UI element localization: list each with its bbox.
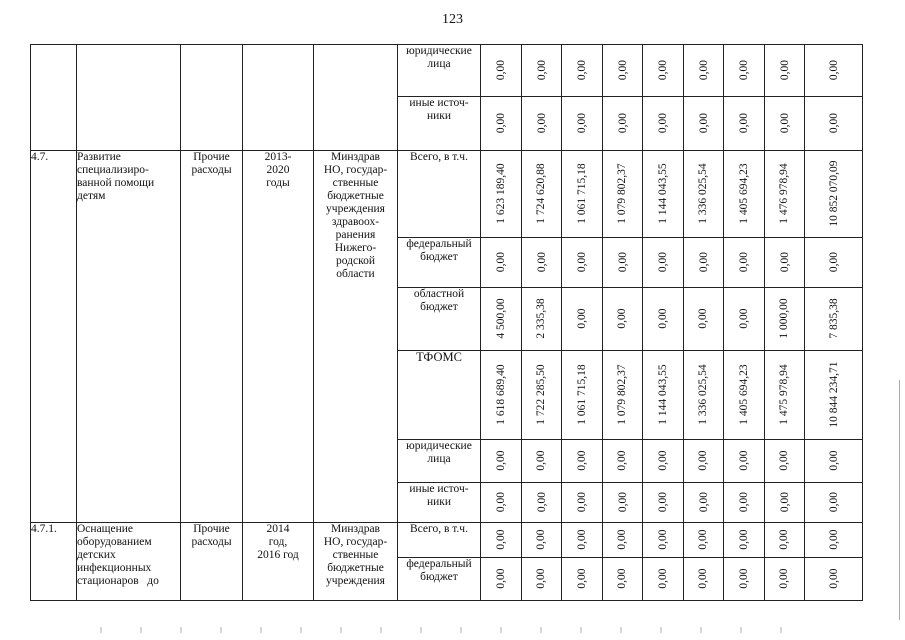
amount-cell: 0,00 xyxy=(683,288,724,351)
amount-cell: 0,00 xyxy=(805,558,863,601)
amount-cell: 0,00 xyxy=(764,440,805,483)
amount-cell: 0,00 xyxy=(805,483,863,523)
amount-cell: 0,00 xyxy=(481,558,522,601)
amount-cell: 1 722 285,50 xyxy=(521,351,562,440)
amount-cell: 1 144 043,55 xyxy=(643,351,684,440)
funding-source-label: Всего, в т.ч. xyxy=(398,523,481,558)
row-period: 2014 год, 2016 год xyxy=(243,523,314,601)
funding-source-label: федеральный бюджет xyxy=(398,558,481,601)
amount-cell: 0,00 xyxy=(764,523,805,558)
amount-cell: 0,00 xyxy=(602,97,643,151)
funding-source-label: юридические лица xyxy=(398,440,481,483)
funding-source-label: иные источ- ники xyxy=(398,483,481,523)
amount-cell: 0,00 xyxy=(724,440,765,483)
funding-source-label: иные источ- ники xyxy=(398,97,481,151)
scan-artifact xyxy=(899,380,900,620)
amount-cell: 0,00 xyxy=(643,288,684,351)
amount-cell: 0,00 xyxy=(805,97,863,151)
amount-cell: 0,00 xyxy=(724,288,765,351)
amount-cell: 4 500,00 xyxy=(481,288,522,351)
amount-cell: 0,00 xyxy=(643,45,684,97)
funding-source-label: ТФОМС xyxy=(398,351,481,440)
amount-cell: 1 336 025,54 xyxy=(683,151,724,238)
amount-cell: 0,00 xyxy=(562,483,603,523)
row-executor xyxy=(314,45,398,151)
amount-cell: 1 061 715,18 xyxy=(562,151,603,238)
amount-cell: 0,00 xyxy=(683,558,724,601)
table-row xyxy=(31,523,863,558)
amount-cell: 0,00 xyxy=(805,523,863,558)
amount-cell: 0,00 xyxy=(521,440,562,483)
amount-cell: 0,00 xyxy=(724,97,765,151)
amount-cell: 0,00 xyxy=(724,558,765,601)
amount-cell: 0,00 xyxy=(602,523,643,558)
amount-cell: 0,00 xyxy=(602,483,643,523)
amount-cell: 0,00 xyxy=(805,238,863,288)
funding-source-label: областной бюджет xyxy=(398,288,481,351)
amount-cell: 0,00 xyxy=(521,45,562,97)
amount-cell: 0,00 xyxy=(683,440,724,483)
amount-cell: 1 061 715,18 xyxy=(562,351,603,440)
row-period: 2013- 2020 годы xyxy=(243,151,314,523)
row-category xyxy=(181,45,243,151)
amount-cell: 0,00 xyxy=(521,523,562,558)
amount-cell: 0,00 xyxy=(724,45,765,97)
amount-cell: 0,00 xyxy=(521,97,562,151)
table-row xyxy=(31,151,863,238)
amount-cell: 0,00 xyxy=(683,238,724,288)
amount-cell: 0,00 xyxy=(481,483,522,523)
funding-source-label: федеральный бюджет xyxy=(398,238,481,288)
amount-cell: 0,00 xyxy=(562,238,603,288)
page-number: 123 xyxy=(442,12,463,27)
amount-cell: 0,00 xyxy=(724,238,765,288)
amount-cell: 0,00 xyxy=(683,45,724,97)
funding-source-label: Всего, в т.ч. xyxy=(398,151,481,238)
amount-cell: 1 476 978,94 xyxy=(764,151,805,238)
amount-cell: 0,00 xyxy=(602,440,643,483)
amount-cell: 0,00 xyxy=(562,97,603,151)
amount-cell: 0,00 xyxy=(805,440,863,483)
amount-cell: 0,00 xyxy=(683,483,724,523)
row-id: 4.7. xyxy=(31,151,77,523)
amount-cell: 0,00 xyxy=(724,523,765,558)
row-name xyxy=(77,45,181,151)
amount-cell: 1 079 802,37 xyxy=(602,151,643,238)
amount-cell: 0,00 xyxy=(562,288,603,351)
row-executor: Минздрав НО, государ- ственные бюджетные учреждения здравоох- ранения Нижего- родской области xyxy=(314,151,398,523)
amount-cell: 0,00 xyxy=(521,558,562,601)
row-name: Оснащение оборудованием детских инфекционных стационаров до xyxy=(77,523,181,601)
amount-cell: 0,00 xyxy=(724,483,765,523)
amount-cell: 0,00 xyxy=(643,483,684,523)
amount-cell: 0,00 xyxy=(805,45,863,97)
amount-cell: 0,00 xyxy=(562,45,603,97)
row-period xyxy=(243,45,314,151)
amount-cell: 0,00 xyxy=(683,523,724,558)
amount-cell: 1 000,00 xyxy=(764,288,805,351)
amount-cell: 1 724 620,88 xyxy=(521,151,562,238)
amount-cell: 1 079 802,37 xyxy=(602,351,643,440)
amount-cell: 0,00 xyxy=(764,558,805,601)
amount-cell: 10 852 070,09 xyxy=(805,151,863,238)
bleed-through-text xyxy=(100,627,800,633)
amount-cell: 0,00 xyxy=(764,483,805,523)
amount-cell: 0,00 xyxy=(764,45,805,97)
amount-cell: 0,00 xyxy=(562,440,603,483)
amount-cell: 0,00 xyxy=(643,523,684,558)
amount-cell: 0,00 xyxy=(481,238,522,288)
row-executor: Минздрав НО, государ- ственные бюджетные учреждения xyxy=(314,523,398,601)
amount-cell: 0,00 xyxy=(602,45,643,97)
amount-cell: 0,00 xyxy=(562,558,603,601)
amount-cell: 0,00 xyxy=(602,238,643,288)
row-category: Прочие расходы xyxy=(181,523,243,601)
table-row xyxy=(31,45,863,97)
amount-cell: 0,00 xyxy=(643,97,684,151)
amount-cell: 0,00 xyxy=(602,558,643,601)
amount-cell: 1 623 189,40 xyxy=(481,151,522,238)
row-id: 4.7.1. xyxy=(31,523,77,601)
amount-cell: 0,00 xyxy=(521,483,562,523)
amount-cell: 0,00 xyxy=(643,558,684,601)
amount-cell: 0,00 xyxy=(481,523,522,558)
amount-cell: 1 405 694,23 xyxy=(724,351,765,440)
amount-cell: 0,00 xyxy=(683,97,724,151)
amount-cell: 0,00 xyxy=(481,440,522,483)
amount-cell: 1 405 694,23 xyxy=(724,151,765,238)
amount-cell: 0,00 xyxy=(643,440,684,483)
amount-cell: 0,00 xyxy=(764,97,805,151)
amount-cell: 0,00 xyxy=(481,97,522,151)
amount-cell: 10 844 234,71 xyxy=(805,351,863,440)
budget-table xyxy=(30,44,863,601)
amount-cell: 0,00 xyxy=(764,238,805,288)
amount-cell: 1 475 978,94 xyxy=(764,351,805,440)
amount-cell: 7 835,38 xyxy=(805,288,863,351)
funding-source-label: юридические лица xyxy=(398,45,481,97)
row-category: Прочие расходы xyxy=(181,151,243,523)
amount-cell: 0,00 xyxy=(643,238,684,288)
amount-cell: 2 335,38 xyxy=(521,288,562,351)
row-id xyxy=(31,45,77,151)
amount-cell: 0,00 xyxy=(602,288,643,351)
amount-cell: 0,00 xyxy=(521,238,562,288)
amount-cell: 1 144 043,55 xyxy=(643,151,684,238)
amount-cell: 0,00 xyxy=(562,523,603,558)
row-name: Развитие специализиро- ванной помощи детям xyxy=(77,151,181,523)
amount-cell: 1 618 689,40 xyxy=(481,351,522,440)
amount-cell: 1 336 025,54 xyxy=(683,351,724,440)
amount-cell: 0,00 xyxy=(481,45,522,97)
